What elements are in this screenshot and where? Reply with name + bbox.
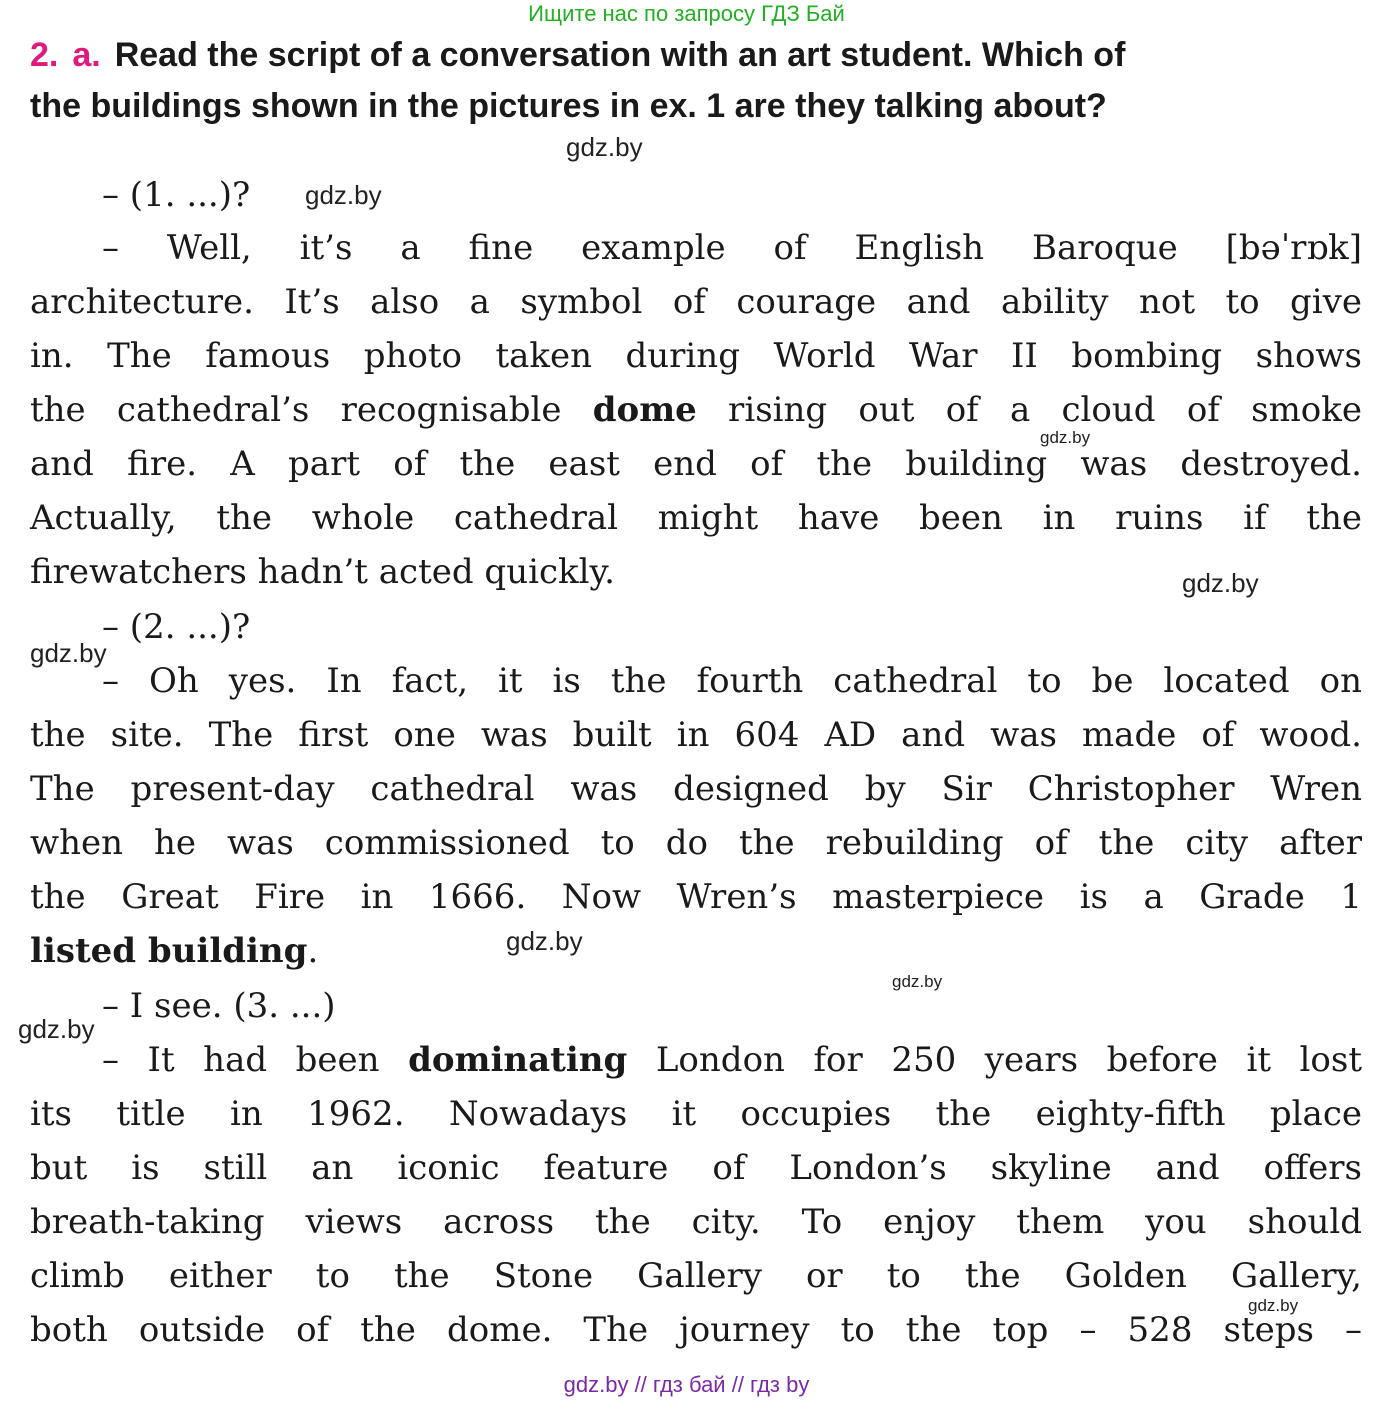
task-title-line1: Read the script of a conversation with an art student. Which of: [114, 36, 1126, 74]
top-banner: Ищите нас по запросу ГДЗ Бай: [528, 1, 845, 26]
footer-watermark: gdz.by // гдз бай // гдз by: [563, 1372, 810, 1397]
dialogue-line: both outside of the dome. The journey to the top – 528 steps –: [30, 1310, 1362, 1350]
dialogue-line: listed building.: [30, 931, 319, 971]
dialogue-line: architecture. It’s also a symbol of courage and ability not to give: [30, 282, 1362, 322]
dialogue-line: and fire. A part of the east end of the building was destroyed.: [30, 444, 1362, 484]
dialogue-line: when he was commissioned to do the rebuilding of the city after: [30, 823, 1362, 863]
dialogue-line: – (2. ...)?: [102, 607, 251, 647]
dialogue-line: the Great Fire in 1666. Now Wren’s masterpiece is a Grade 1: [30, 877, 1362, 917]
task-number: 2.: [30, 36, 59, 74]
vocab-word-dome: dome: [592, 390, 697, 430]
dialogue-line: climb either to the Stone Gallery or to the Golden Gallery,: [30, 1256, 1362, 1296]
watermark: gdz.by: [1248, 1296, 1299, 1315]
dialogue-line: but is still an iconic feature of London’s skyline and offers: [30, 1148, 1362, 1188]
dialogue-line: – Oh yes. In fact, it is the fourth cathedral to be located on: [102, 661, 1362, 701]
dialogue-line: in. The famous photo taken during World War II bombing shows: [30, 336, 1362, 376]
dialogue-line: Actually, the whole cathedral might have been in ruins if the: [30, 498, 1362, 538]
dialogue-line: – It had been dominating London for 250 years before it lost: [102, 1040, 1362, 1080]
watermark: gdz.by: [506, 926, 583, 956]
watermark: gdz.by: [566, 132, 643, 162]
watermark: gdz.by: [1040, 428, 1091, 447]
vocab-word-listed-building: listed building: [30, 931, 308, 971]
watermark: gdz.by: [1182, 568, 1259, 598]
watermark: gdz.by: [18, 1014, 95, 1044]
vocab-word-dominating: dominating: [408, 1040, 628, 1080]
dialogue-line: firewatchers hadn’t acted quickly.: [30, 552, 615, 592]
task-letter: a.: [72, 36, 101, 74]
task-title-line2: the buildings shown in the pictures in ex. 1 are they talking about?: [30, 87, 1107, 125]
dialogue-line: – I see. (3. ...): [102, 986, 336, 1026]
task-heading: [30, 30, 1365, 132]
dialogue-line: the cathedral’s recognisable dome rising out of a cloud of smoke: [30, 390, 1362, 430]
dialogue-line: its title in 1962. Nowadays it occupies the eighty-fifth place: [30, 1094, 1362, 1134]
dialogue-line: – Well, it’s a fine example of English Baroque [bəˈrɒk]: [102, 228, 1362, 268]
dialogue-line: the site. The first one was built in 604 AD and was made of wood.: [30, 715, 1362, 755]
watermark: gdz.by: [30, 638, 107, 668]
watermark: gdz.by: [892, 972, 943, 991]
dialogue-line: breath-taking views across the city. To enjoy them you should: [30, 1202, 1362, 1242]
dialogue-line: – (1. ...)?: [102, 175, 251, 215]
dialogue-line: The present-day cathedral was designed by Sir Christopher Wren: [30, 769, 1362, 809]
watermark: gdz.by: [305, 180, 382, 210]
